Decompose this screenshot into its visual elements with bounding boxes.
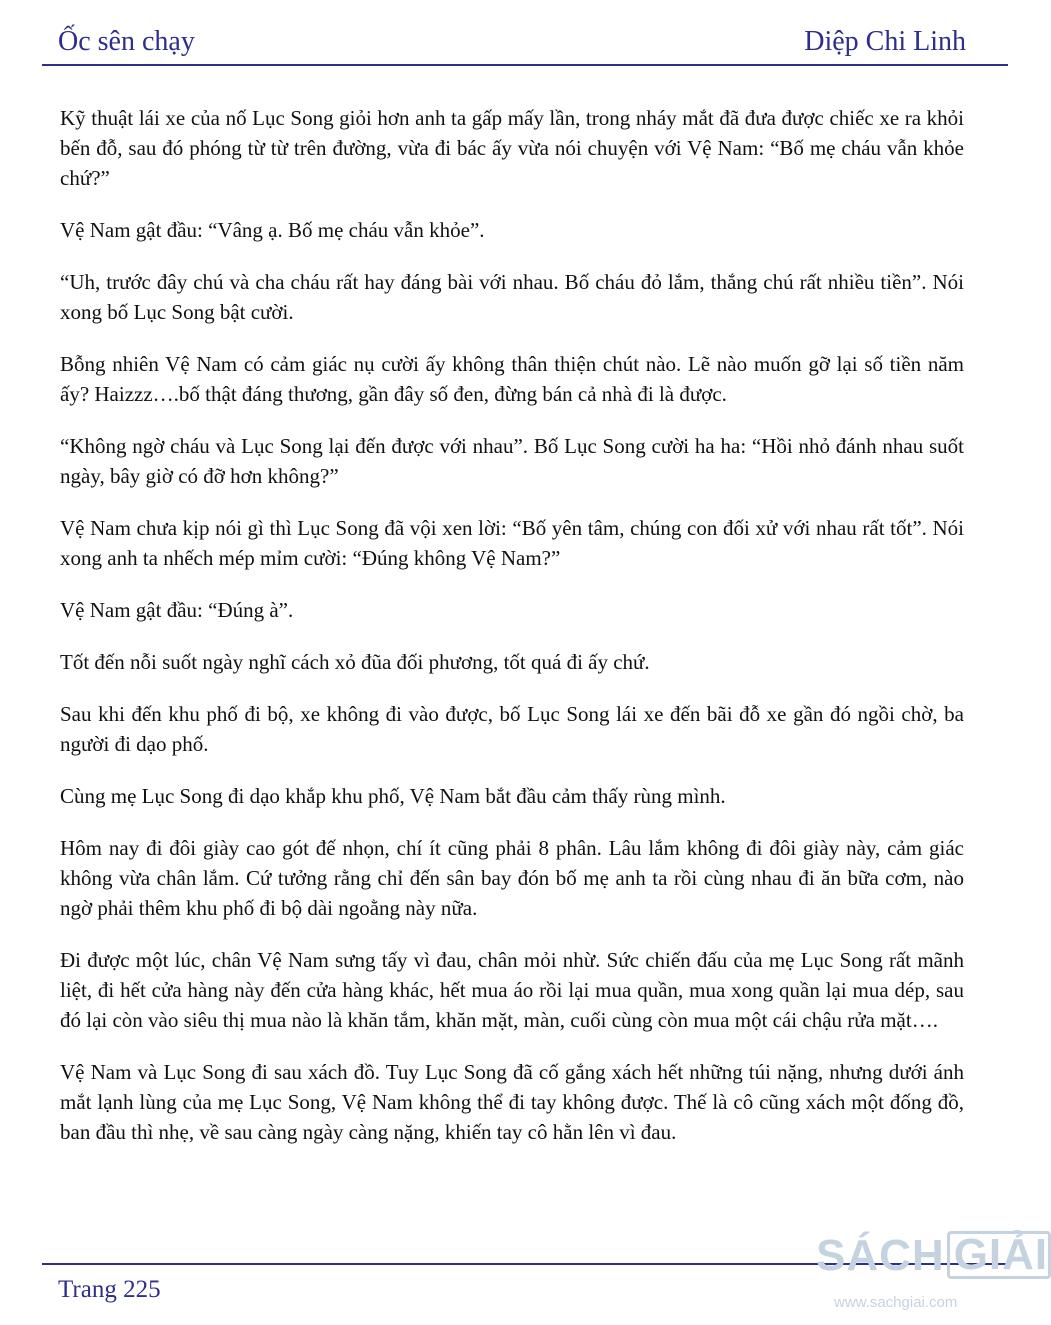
- page-header: [0, 0, 1024, 70]
- paragraph: Vệ Nam gật đầu: “Vâng ạ. Bố mẹ cháu vẫn khỏe”.: [60, 218, 485, 242]
- paragraph: Hôm nay đi đôi giày cao gót đế nhọn, chí ít cũng phải 8 phân. Lâu lắm không đi đôi giày này, cảm giác không vừa chân lắm. Cứ tưởng rằng chỉ đến sân bay đón bố mẹ anh ta rồi cùng nhau đi ăn bữa cơm, nào ngờ phải thêm khu phố đi bộ dài ngoằng này nữa.: [60, 836, 964, 920]
- header-divider: [42, 64, 1008, 66]
- paragraph: “Uh, trước đây chú và cha cháu rất hay đáng bài với nhau. Bố cháu đỏ lắm, thắng chú rất nhiều tiền”. Nói xong bố Lục Song bật cười.: [60, 270, 964, 324]
- paragraph: Vệ Nam chưa kịp nói gì thì Lục Song đã vội xen lời: “Bố yên tâm, chúng con đối xử với nhau rất tốt”. Nói xong anh ta nhếch mép mỉm cười: “Đúng không Vệ Nam?”: [60, 516, 964, 570]
- book-title: Ốc sên chạy: [58, 26, 195, 57]
- paragraph: Kỹ thuật lái xe của nố Lục Song giỏi hơn anh ta gấp mấy lần, trong nháy mắt đã đưa được chiếc xe ra khỏi bến đỗ, sau đó phóng từ từ trên đường, vừa đi bác ấy vừa nói chuyện với Vệ Nam: “Bố mẹ cháu vẫn khỏe chứ?”: [60, 106, 964, 190]
- watermark-logo-text: SÁCH: [816, 1231, 945, 1280]
- paragraph: Cùng mẹ Lục Song đi dạo khắp khu phố, Vệ Nam bắt đầu cảm thấy rùng mình.: [60, 784, 726, 808]
- book-author: Diệp Chi Linh: [804, 26, 966, 57]
- paragraph: Bỗng nhiên Vệ Nam có cảm giác nụ cười ấy không thân thiện chút nào. Lẽ nào muốn gỡ lại số tiền năm ấy? Haizzz….bố thật đáng thương, gần đây số đen, đừng bán cả nhà đi là được.: [60, 352, 964, 406]
- paragraph: Vệ Nam gật đầu: “Đúng à”.: [60, 598, 294, 622]
- page-body: [60, 103, 964, 1169]
- watermark-logo-boxed-text: GIẢI: [947, 1231, 1051, 1279]
- paragraph: Sau khi đến khu phố đi bộ, xe không đi vào được, bố Lục Song lái xe đến bãi đỗ xe gần đó ngồi chờ, ba người đi dạo phố.: [60, 702, 964, 756]
- paragraph: Tốt đến nỗi suốt ngày nghĩ cách xỏ đũa đối phương, tốt quá đi ấy chứ.: [60, 650, 650, 674]
- page-number: Trang 225: [58, 1276, 161, 1303]
- paragraph: “Không ngờ cháu và Lục Song lại đến được với nhau”. Bố Lục Song cười ha ha: “Hồi nhỏ đánh nhau suốt ngày, bây giờ có đỡ hơn không?”: [60, 434, 964, 488]
- paragraph: Vệ Nam và Lục Song đi sau xách đồ. Tuy Lục Song đã cố gắng xách hết những túi nặng, nhưng dưới ánh mắt lạnh lùng của mẹ Lục Song, Vệ Nam không thể đi tay không được. Thế là cô cũng xách một đống đồ, ban đầu thì nhẹ, về sau càng ngày càng nặng, khiến tay cô hằn lên vì đau.: [60, 1060, 964, 1144]
- watermark-url: www.sachgiai.com: [834, 1294, 958, 1311]
- paragraph: Đi được một lúc, chân Vệ Nam sưng tấy vì đau, chân mỏi nhừ. Sức chiến đấu của mẹ Lục Song rất mãnh liệt, đi hết cửa hàng này đến cửa hàng khác, hết mua áo rồi lại mua quần, mua xong quần lại mua dép, sau đó lại còn vào siêu thị mua nào là khăn tắm, khăn mặt, màn, cuối cùng còn mua một cái chậu rửa mặt….: [60, 948, 964, 1032]
- watermark: [816, 1225, 1049, 1325]
- watermark-logo: [816, 1231, 1051, 1281]
